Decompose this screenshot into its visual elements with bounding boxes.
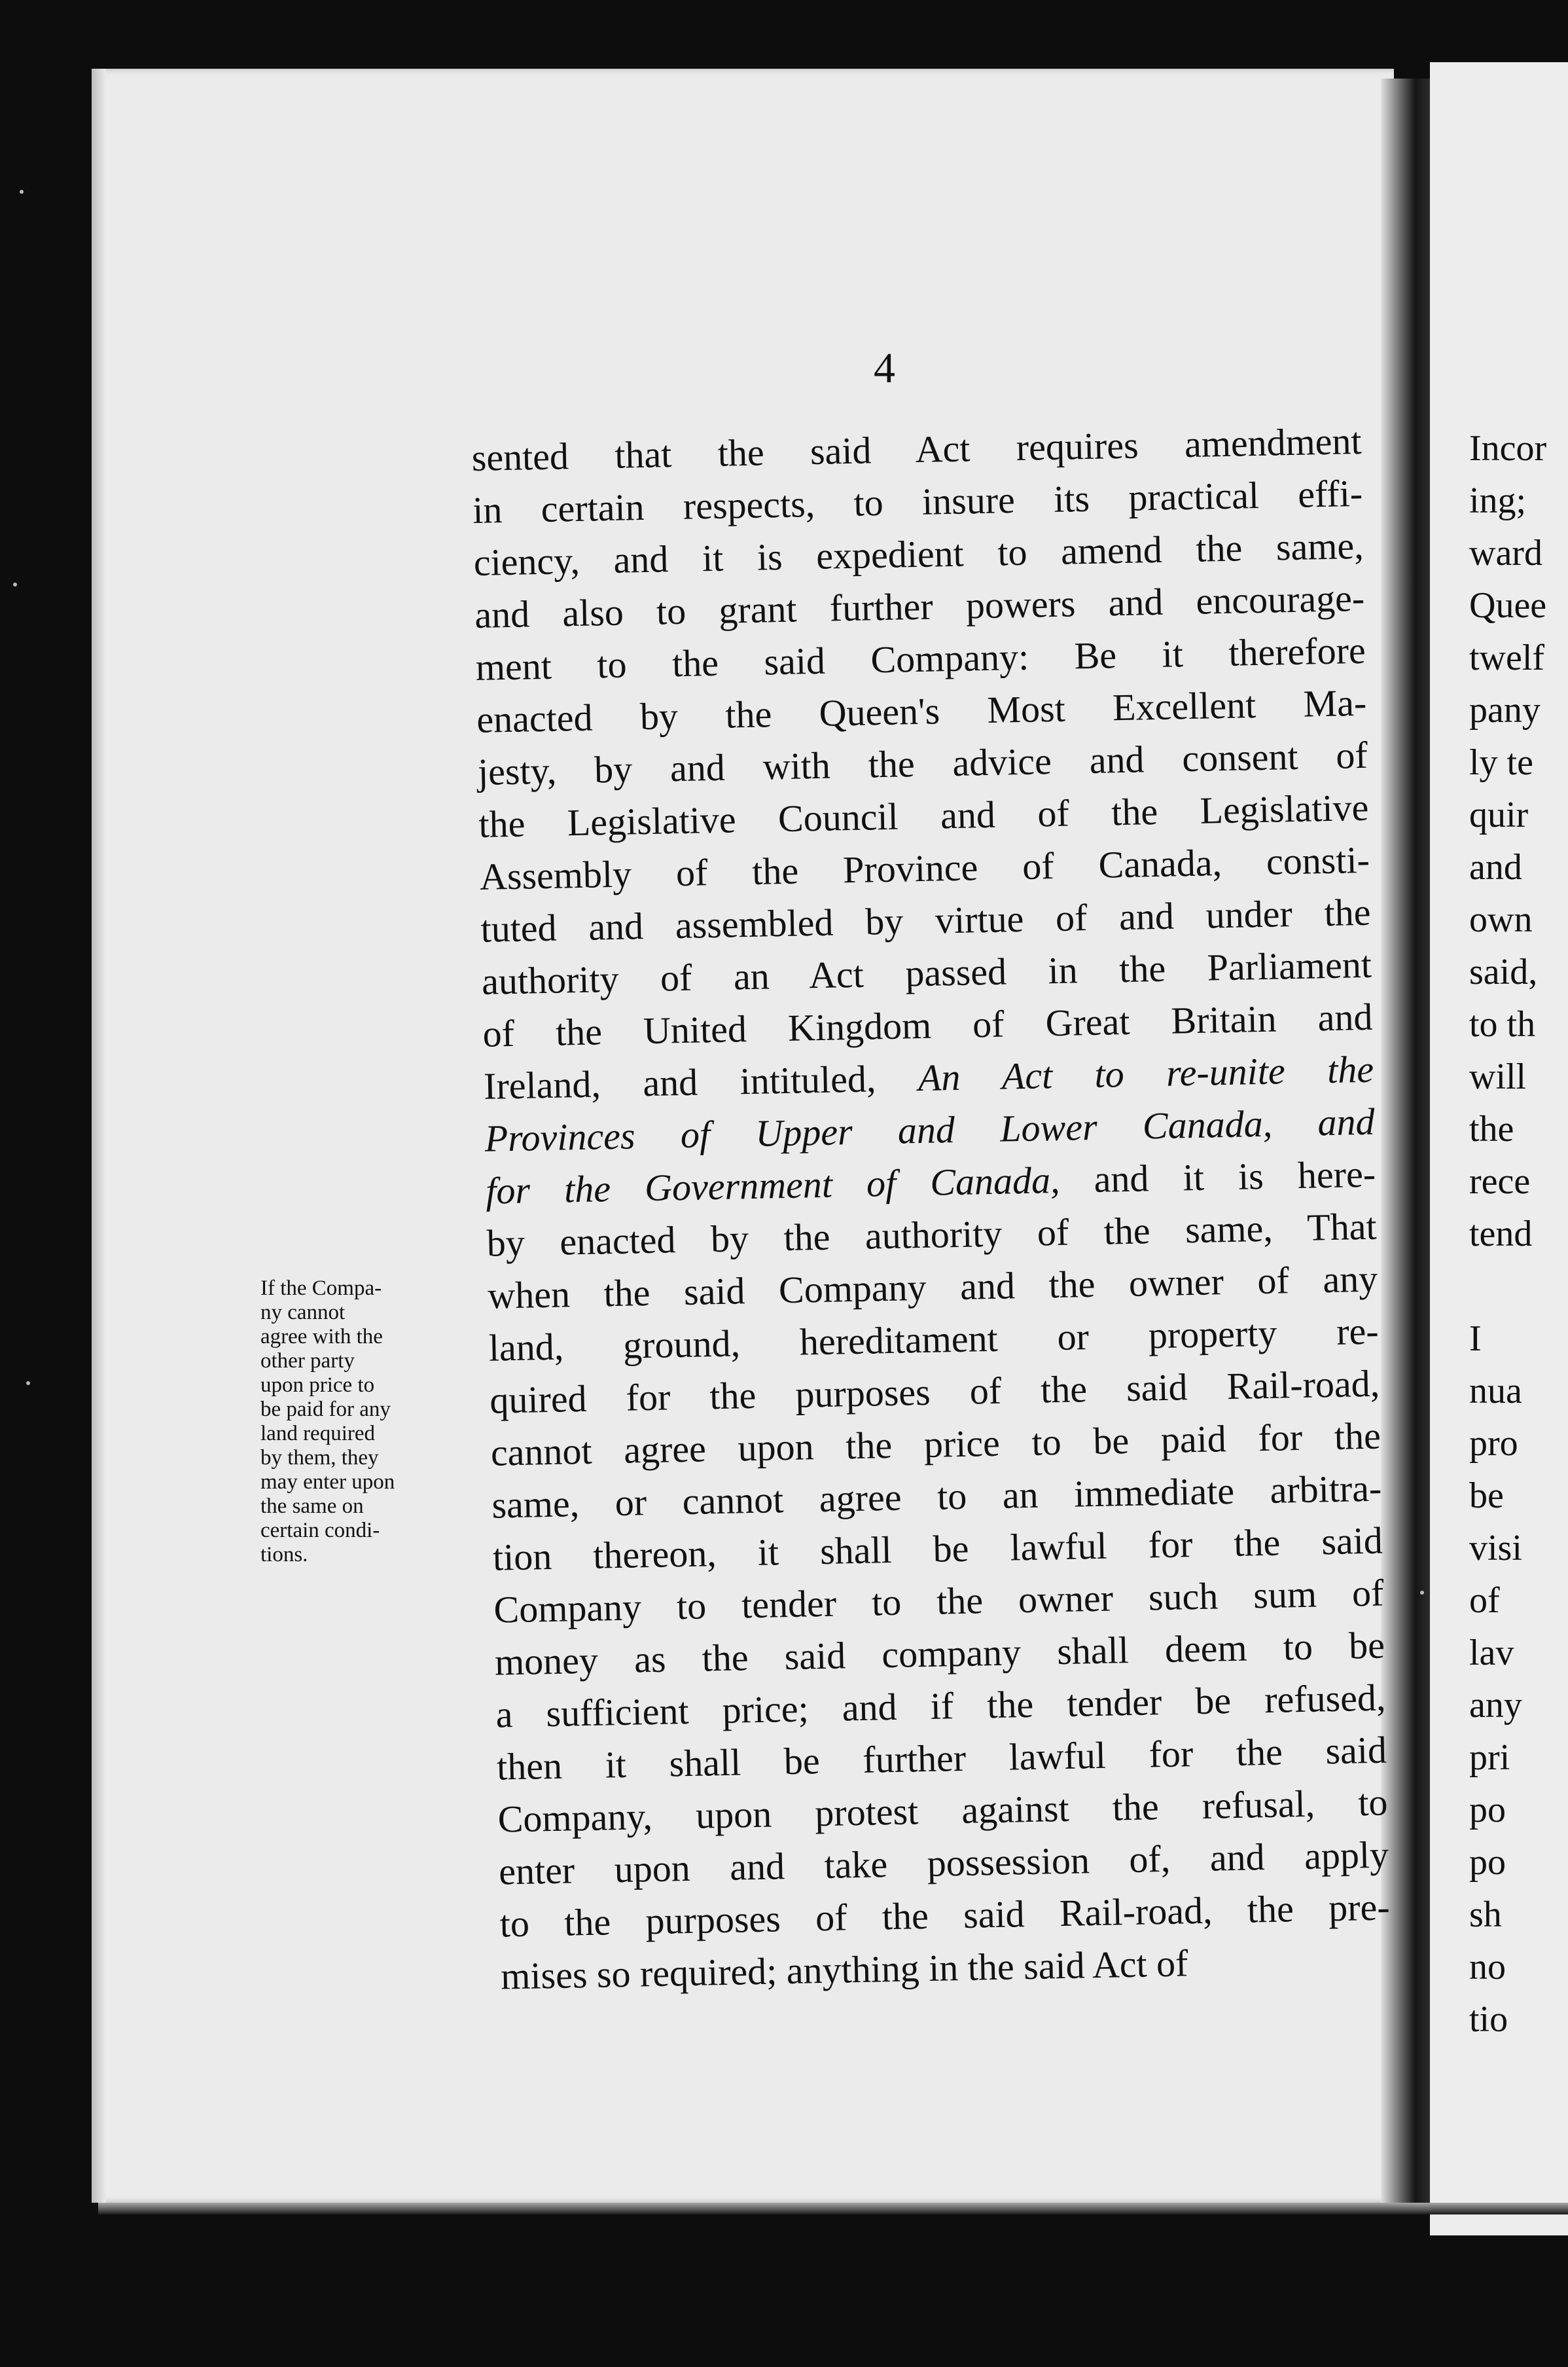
margin-note-line: agree with the xyxy=(260,1325,383,1348)
text-line: tion thereon, it shall be lawful for the said xyxy=(492,1519,1383,1579)
facing-line: tend xyxy=(1469,1214,1533,1254)
facing-line: pro xyxy=(1469,1423,1518,1464)
facing-line: to th xyxy=(1469,1004,1536,1045)
text-line: quired for the purposes of the said Rail-road, xyxy=(489,1362,1380,1422)
margin-note-line: may enter upon xyxy=(260,1470,395,1494)
text-line: Company to tender to the owner such sum of xyxy=(493,1571,1384,1631)
main-text-block xyxy=(471,415,1391,2003)
text-line: Assembly of the Province of Canada, consti- xyxy=(479,838,1370,898)
margin-note-line: certain condi- xyxy=(260,1519,380,1542)
margin-note xyxy=(260,1276,483,1567)
facing-line: will xyxy=(1469,1057,1527,1097)
text-line: to the purposes of the said Rail-road, the pre- xyxy=(499,1885,1391,1945)
facing-line: twelf xyxy=(1469,638,1545,678)
facing-page-text xyxy=(1469,422,1568,2046)
text-line: land, ground, hereditament or property re- xyxy=(488,1309,1380,1369)
text-roman: and it is here- xyxy=(1094,1152,1376,1201)
margin-note-line: the same on xyxy=(260,1494,364,1518)
facing-line: Quee xyxy=(1469,585,1547,626)
text-line: the Legislative Council and of the Legislative xyxy=(478,786,1369,846)
facing-line: lav xyxy=(1469,1633,1514,1673)
text-line: ciency, and it is expedient to amend the same, xyxy=(473,524,1364,584)
act-title-italic: Provinces of Upper and Lower Canada, and xyxy=(484,1100,1376,1160)
text-line: tuted and assembled by virtue of and under the xyxy=(480,890,1371,950)
text-line: cannot agree upon the price to be paid for the xyxy=(490,1414,1381,1474)
text-line: same, or cannot agree to an immediate arbitra- xyxy=(491,1466,1382,1527)
margin-note-line: be paid for any xyxy=(260,1398,391,1421)
facing-line: no xyxy=(1469,1947,1506,1987)
page-bottom-edge xyxy=(98,2203,1568,2214)
scan-speck xyxy=(20,190,24,194)
facing-line: the xyxy=(1469,1109,1514,1149)
margin-note-line: tions. xyxy=(260,1543,308,1566)
text-line: jesty, by and with the advice and consent of xyxy=(477,733,1368,793)
text-line: mises so required; anything in the said Act of xyxy=(500,1942,1188,1998)
facing-line: pri xyxy=(1469,1737,1510,1778)
text-line: sented that the said Act requires amendment xyxy=(471,419,1363,479)
margin-note-line: ny cannot xyxy=(260,1301,346,1324)
margin-note-line: land required xyxy=(260,1422,376,1445)
text-line: enter upon and take possession of, and apply xyxy=(498,1833,1389,1893)
margin-note-line: other party xyxy=(260,1349,355,1373)
page-number: 4 xyxy=(874,344,895,392)
facing-line: pany xyxy=(1469,690,1541,731)
facing-line: be xyxy=(1469,1475,1504,1516)
text-line: and also to grant further powers and encourage- xyxy=(474,576,1365,636)
facing-line: visi xyxy=(1469,1528,1522,1568)
act-title-italic: for the Government of Canada, xyxy=(485,1158,1061,1212)
facing-line xyxy=(1469,1260,1568,1312)
facing-line: quir xyxy=(1469,795,1529,835)
facing-line: ly te xyxy=(1469,742,1533,783)
facing-line: any xyxy=(1469,1685,1522,1726)
act-title-italic: An Act to re-unite the xyxy=(918,1047,1374,1100)
facing-line: tio xyxy=(1469,1999,1508,2040)
text-line: of the United Kingdom of Great Britain and xyxy=(482,995,1374,1055)
scan-speck xyxy=(26,1381,30,1385)
facing-line: Incor xyxy=(1469,428,1547,469)
facing-line: po xyxy=(1469,1790,1506,1830)
text-roman: Ireland, and intituled, xyxy=(483,1057,877,1108)
facing-line: of xyxy=(1469,1580,1500,1621)
text-line: money as the said company shall deem to be xyxy=(494,1623,1385,1684)
facing-line: nua xyxy=(1469,1371,1522,1411)
text-line: authority of an Act passed in the Parliament xyxy=(481,943,1372,1003)
text-line: a sufficient price; and if the tender be refused, xyxy=(495,1676,1386,1736)
facing-line: sh xyxy=(1469,1894,1502,1935)
text-line: by enacted by the authority of the same, That xyxy=(486,1204,1378,1265)
margin-note-line: If the Compa- xyxy=(260,1276,382,1300)
margin-note-line: by them, they xyxy=(260,1446,379,1470)
facing-line: own xyxy=(1469,899,1533,940)
facing-line: ward xyxy=(1469,533,1542,573)
text-line: Company, upon protest against the refusal, to xyxy=(497,1780,1389,1841)
facing-line: ing; xyxy=(1469,480,1527,521)
text-line: ment to the said Company: Be it therefore xyxy=(475,628,1366,689)
scan-speck xyxy=(1420,1591,1424,1595)
text-line: then it shall be further lawful for the said xyxy=(496,1728,1387,1788)
text-line: enacted by the Queen's Most Excellent Ma- xyxy=(476,681,1367,741)
scan-speck xyxy=(13,583,17,587)
facing-line: po xyxy=(1469,1842,1506,1883)
facing-line: I xyxy=(1469,1318,1482,1359)
text-line: when the said Company and the owner of any xyxy=(487,1257,1378,1317)
facing-line: said, xyxy=(1469,952,1538,992)
facing-line: rece xyxy=(1469,1161,1531,1202)
text-line: in certain respects, to insure its practical effi- xyxy=(472,471,1363,532)
margin-note-line: upon price to xyxy=(260,1373,375,1397)
facing-line: and xyxy=(1469,847,1522,888)
